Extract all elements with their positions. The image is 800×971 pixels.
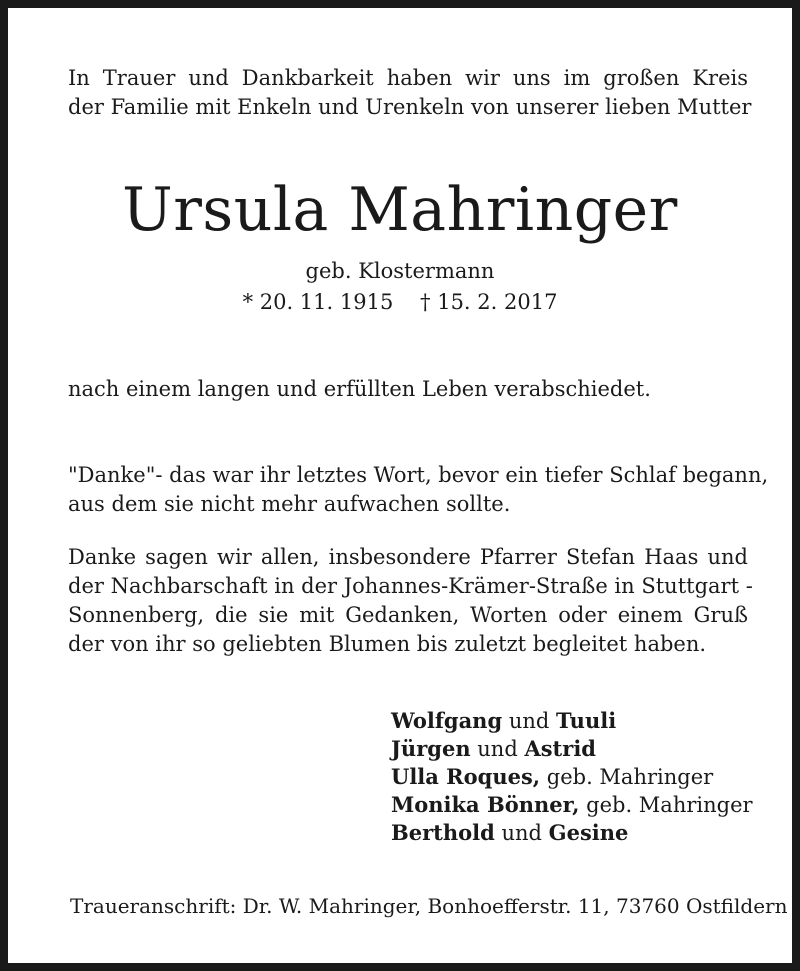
intro-line: In Trauer und Dankbarkeit haben wir uns im großen Kreis — [68, 66, 748, 90]
thanks-line: Sonnenberg, die sie mit Gedanken, Worten oder einem Gruß — [68, 603, 748, 627]
signer-connector: und — [494, 821, 549, 845]
signers-list — [391, 707, 753, 847]
signer-name: Monika Bönner, — [391, 792, 580, 817]
quote-paragraph — [68, 461, 769, 519]
farewell-line: nach einem langen und erfüllten Leben verabschiedet. — [68, 377, 651, 401]
signer-name: Astrid — [524, 736, 596, 761]
life-dates — [8, 288, 792, 316]
signer-name: Tuuli — [555, 708, 617, 733]
quote-line: aus dem sie nicht mehr aufwachen sollte. — [68, 492, 511, 516]
signer-name: Berthold — [391, 820, 495, 845]
signer-name: Ulla Roques, — [391, 764, 541, 789]
thanks-line: der Nachbarschaft in der Johannes-Krämer-Straße in Stuttgart - — [68, 574, 753, 598]
intro-line: der Familie mit Enkeln und Urenkeln von unserer lieben Mutter — [68, 95, 752, 119]
signer-connector: und — [502, 709, 556, 733]
signer-row — [391, 735, 753, 763]
signer-suffix: geb. Mahringer — [540, 765, 714, 789]
intro-paragraph — [68, 64, 752, 122]
signer-row — [391, 819, 753, 847]
signer-name: Gesine — [548, 820, 629, 845]
thanks-paragraph — [68, 543, 753, 659]
birth-name: geb. Klostermann — [305, 259, 495, 283]
signer-name: Jürgen — [391, 736, 471, 761]
signer-suffix: geb. Mahringer — [579, 793, 753, 817]
thanks-line: der von ihr so geliebten Blumen bis zuletzt begleitet haben. — [68, 632, 707, 656]
signer-name: Wolfgang — [391, 708, 503, 733]
signer-connector: und — [470, 737, 525, 761]
thanks-line: Danke sagen wir allen, insbesondere Pfarrer Stefan Haas und — [68, 545, 748, 569]
mourning-address: Traueranschrift: Dr. W. Mahringer, Bonhoefferstr. 11, 73760 Ostfildern — [70, 894, 788, 918]
signer-row — [391, 707, 753, 735]
deceased-name: Ursula Mahringer — [122, 175, 678, 245]
quote-line: "Danke"- das war ihr letztes Wort, bevor ein tiefer Schlaf begann, — [68, 463, 769, 487]
death-date: † 15. 2. 2017 — [420, 290, 558, 314]
signer-row — [391, 763, 753, 791]
birth-date: * 20. 11. 1915 — [242, 290, 394, 314]
signer-row — [391, 791, 753, 819]
